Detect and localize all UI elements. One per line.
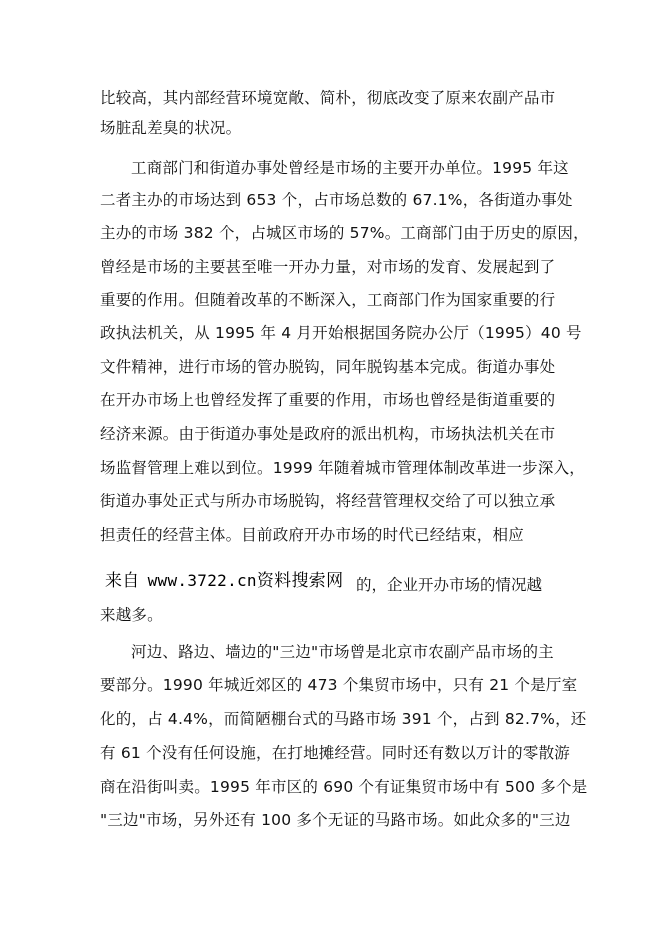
text-line: 曾经是市场的主要甚至唯一开办力量，对市场的发育、发展起到了 xyxy=(100,258,556,276)
text-line: 政执法机关，从 1995 年 4 月开始根据国务院办公厅（1995）40 号 xyxy=(100,324,582,342)
text-line: 二者主办的市场达到 653 个，占市场总数的 67.1%，各街道办事处 xyxy=(100,191,573,209)
watermark-prefix: 来自 xyxy=(105,571,140,591)
text-line: 场监督管理上难以到位。1999 年随着城市管理体制改革进一步深入， xyxy=(100,459,585,477)
text-line: 的，企业开办市场的情况越 xyxy=(356,576,543,594)
text-line: 担责任的经营主体。目前政府开办市场的时代已经结束，相应 xyxy=(100,526,524,544)
text-line: 街道办事处正式与所办市场脱钩，将经营管理权交给了可以独立承 xyxy=(100,492,556,510)
watermark-site-name: 资料搜索网 xyxy=(256,571,344,591)
paragraph-start-line: 河边、路边、墙边的"三边"市场曾是北京市农副产品市场的主 xyxy=(131,643,554,661)
text-line: 文件精神，进行市场的管办脱钩，同年脱钩基本完成。街道办事处 xyxy=(100,358,556,376)
text-line: 经济来源。由于街道办事处是政府的派出机构，市场执法机关在市 xyxy=(100,425,556,443)
text-line: 比较高，其内部经营环境宽敞、简朴，彻底改变了原来农副产品市 xyxy=(100,89,556,107)
text-line: 有 61 个没有任何设施，在打地摊经营。同时还有数以万计的零散游 xyxy=(100,744,570,762)
text-line: 商在沿街叫卖。1995 年市区的 690 个有证集贸市场中有 500 多个是 xyxy=(100,778,588,796)
source-watermark xyxy=(105,570,343,592)
text-line: 化的，占 4.4%，而简陋棚台式的马路市场 391 个，占到 82.7%，还 xyxy=(100,710,587,728)
paragraph-start-line: 工商部门和街道办事处曾经是市场的主要开办单位。1995 年这 xyxy=(131,159,569,177)
text-line: 来越多。 xyxy=(100,606,163,624)
text-line: 要部分。1990 年城近郊区的 473 个集贸市场中，只有 21 个是厅室 xyxy=(100,676,578,694)
watermark-url[interactable]: www.3722.cn xyxy=(147,571,257,590)
text-line: 主办的市场 382 个，占城区市场的 57%。工商部门由于历史的原因， xyxy=(100,224,589,242)
text-line: "三边"市场，另外还有 100 多个无证的马路市场。如此众多的"三边 xyxy=(100,811,571,829)
text-line: 重要的作用。但随着改革的不断深入，工商部门作为国家重要的行 xyxy=(100,291,556,309)
text-line: 场脏乱差臭的状况。 xyxy=(100,119,242,137)
text-line: 在开办市场上也曾经发挥了重要的作用，市场也曾经是街道重要的 xyxy=(100,391,556,409)
